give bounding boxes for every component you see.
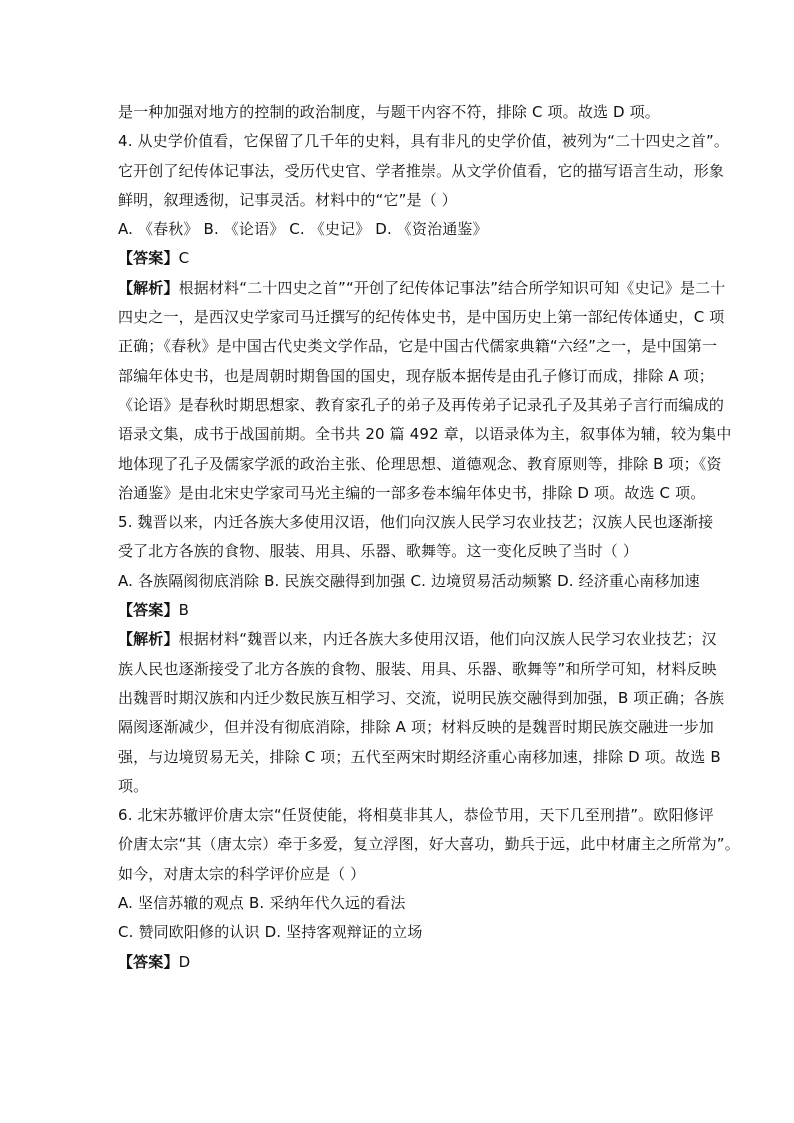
text-line: 价唐太宗“其（唐太宗）牵于多爱，复立浮图，好大喜功，勤兵于远，此中材庸主之所常为”。	[118, 835, 740, 854]
text-line: 族人民也逐渐接受了北方各族的食物、服装、用具、乐器、歌舞等”和所学可知，材料反映	[118, 659, 717, 678]
line-text: B	[178, 601, 190, 620]
answer-line	[118, 948, 678, 977]
text-line: 语录文集，成书于战国前期。全书共 20 篇 492 章，以语录体为主，叙事体为辅，较为集中	[118, 425, 732, 444]
text-line: 5. 魏晋以来，内迁各族大多使用汉语，他们向汉族人民学习农业技艺；汉族人民也逐渐接	[118, 513, 714, 532]
analysis-tag: 【解析】	[118, 630, 179, 649]
text-line: 《论语》是春秋时期思想家、教育家孔子的弟子及再传弟子记录孔子及其弟子言行而编成的	[118, 395, 725, 414]
line-text: C	[178, 249, 190, 268]
answer-line	[118, 244, 678, 273]
answer-tag: 【答案】	[118, 952, 179, 971]
answer-line	[118, 596, 678, 625]
text-line: A. 各族隔阂彻底消除 B. 民族交融得到加强 C. 边境贸易活动频繁 D. 经济重心南移加速	[118, 571, 700, 590]
line-text: 根据材料“二十四史之首”“开创了纪传体记事法”结合所学知识可知《史记》是二十	[178, 278, 726, 297]
answer-tag: 【答案】	[118, 249, 179, 268]
text-line: C. 赞同欧阳修的认识 D. 坚持客观辩证的立场	[118, 923, 423, 942]
document-page	[118, 98, 740, 977]
text-line: 出魏晋时期汉族和内迁少数民族互相学习、交流，说明民族交融得到加强，B 项正确；各族	[118, 688, 725, 707]
text-line: 隔阂逐渐减少，但并没有彻底消除，排除 A 项；材料反映的是魏晋时期民族交融进一步加	[118, 718, 714, 737]
analysis-tag: 【解析】	[118, 278, 179, 297]
line-text: 根据材料“魏晋以来，内迁各族大多使用汉语，他们向汉族人民学习农业技艺；汉	[178, 630, 717, 649]
text-line: 受了北方各族的食物、服装、用具、乐器、歌舞等。这一变化反映了当时（ ）	[118, 542, 639, 561]
analysis-line	[118, 625, 717, 654]
text-line: A. 《春秋》 B. 《论语》 C. 《史记》 D. 《资治通鉴》	[118, 220, 488, 239]
text-line: 地体现了孔子及儒家学派的政治主张、伦理思想、道德观念、教育原则等，排除 B 项；《资	[118, 454, 722, 473]
text-line: 它开创了纪传体记事法，受历代史官、学者推崇。从文学价值看，它的描写语言生动，形象	[118, 161, 725, 180]
text-line: 如今，对唐太宗的科学评价应是（ ）	[118, 864, 366, 883]
text-line: 鲜明，叙理透彻，记事灵活。材料中的“它”是（ ）	[118, 190, 457, 209]
text-line: 是一种加强对地方的控制的政治制度，与题干内容不符，排除 C 项。故选 D 项。	[118, 103, 660, 121]
text-line: A. 坚信苏辙的观点 B. 采纳年代久远的看法	[118, 894, 406, 913]
text-line: 6. 北宋苏辙评价唐太宗“任贤使能，将相莫非其人，恭俭节用，天下几至刑措”。欧阳修评	[118, 806, 714, 825]
line-text: D	[178, 952, 191, 971]
text-line: 项。	[118, 776, 149, 795]
text-line: 部编年体史书，也是周朝时期鲁国的国史，现存版本据传是由孔子修订而成，排除 A 项；	[118, 366, 714, 385]
text-line: 治通鉴》是由北宋史学家司马光主编的一部多卷本编年体史书，排除 D 项。故选 C 项。	[118, 483, 706, 502]
text-line: 4. 从史学价值看，它保留了几千年的史料，具有非凡的史学价值，被列为“二十四史之首”。	[118, 132, 730, 151]
analysis-line	[118, 274, 726, 303]
text-line: 强，与边境贸易无关，排除 C 项；五代至两宋时期经济重心南移加速，排除 D 项。故选 B	[118, 747, 721, 766]
text-line: 正确；《春秋》是中国古代史类文学作品，它是中国古代儒家典籍“六经”之一，是中国第一	[118, 337, 718, 356]
answer-tag: 【答案】	[118, 601, 179, 620]
text-line: 四史之一，是西汉史学家司马迁撰写的纪传体史书，是中国历史上第一部纪传体通史，C 项	[118, 308, 725, 327]
